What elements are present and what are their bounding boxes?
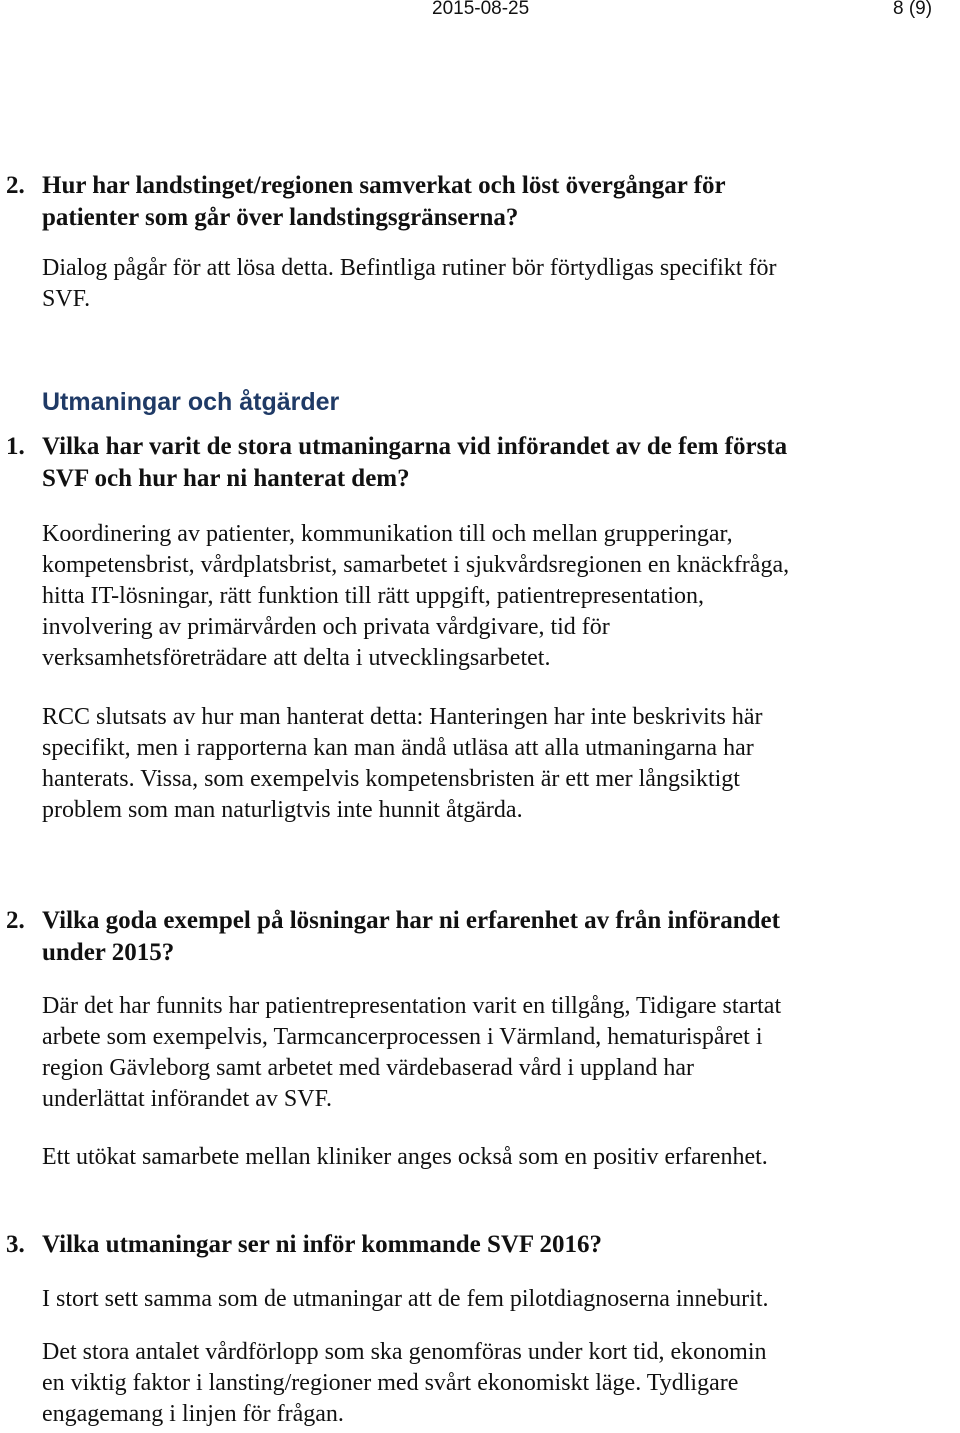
answer-line: underlättat införandet av SVF.: [42, 1086, 333, 1112]
header-date: 2015-08-25: [432, 0, 530, 19]
question-line: under 2015?: [42, 939, 175, 966]
question-number: 1.: [6, 433, 25, 460]
answer-q3-paragraph-1: [42, 1284, 769, 1315]
question-line: Vilka goda exempel på lösningar har ni erfarenhet av från införandet: [42, 907, 780, 934]
header-page-number: 8 (9): [893, 0, 933, 19]
answer-line: SVF.: [42, 286, 91, 312]
answer-q1-paragraph-2: [42, 702, 762, 826]
question-line: Vilka har varit de stora utmaningarna vid införandet av de fem första: [42, 433, 788, 460]
question-line: Hur har landstinget/regionen samverkat och löst övergångar för: [42, 172, 726, 199]
answer-line: Det stora antalet vårdförlopp som ska genomföras under kort tid, ekonomin: [42, 1339, 767, 1365]
answer-q1-paragraph-1: [42, 519, 789, 674]
answer-q2-paragraph-1: [42, 991, 781, 1115]
answer-line: en viktig faktor i lansting/regioner med svårt ekonomiskt läge. Tydligare: [42, 1370, 739, 1396]
section-heading: Utmaningar och åtgärder: [42, 388, 340, 416]
question-line: Vilka utmaningar ser ni inför kommande SVF 2016?: [42, 1231, 603, 1258]
question-line: patienter som går över landstingsgränserna?: [42, 204, 519, 231]
answer-line: hitta IT-lösningar, rätt funktion till rätt uppgift, patientrepresentation,: [42, 583, 704, 609]
answer-line: arbete som exempelvis, Tarmcancerprocessen i Värmland, hematurispåret i: [42, 1024, 763, 1050]
answer-line: kompetensbrist, vårdplatsbrist, samarbetet i sjukvårdsregionen en knäckfråga,: [42, 552, 790, 578]
answer-q3-paragraph-2: [42, 1337, 767, 1430]
answer-q2-top: [42, 253, 776, 315]
answer-q2-paragraph-2: [42, 1142, 768, 1173]
answer-line: Där det har funnits har patientrepresentation varit en tillgång, Tidigare startat: [42, 993, 782, 1019]
answer-line: RCC slutsats av hur man hanterat detta: Hanteringen har inte beskrivits här: [42, 704, 763, 730]
answer-line: Ett utökat samarbete mellan kliniker anges också som en positiv erfarenhet.: [42, 1144, 768, 1170]
question-number: 2.: [6, 907, 25, 934]
answer-line: region Gävleborg samt arbetet med värdebaserad vård i uppland har: [42, 1055, 694, 1081]
answer-line: hanterats. Vissa, som exempelvis kompetensbristen är ett mer långsiktigt: [42, 766, 740, 792]
answer-line: verksamhetsföreträdare att delta i utvecklingsarbetet.: [42, 645, 551, 671]
answer-line: engagemang i linjen för frågan.: [42, 1401, 344, 1427]
question-line: SVF och hur har ni hanterat dem?: [42, 465, 410, 492]
answer-line: I stort sett samma som de utmaningar att de fem pilotdiagnoserna inneburit.: [42, 1286, 769, 1312]
question-number: 3.: [6, 1231, 25, 1258]
answer-line: problem som man naturligtvis inte hunnit åtgärda.: [42, 797, 523, 823]
question-number: 2.: [6, 172, 25, 199]
answer-line: involvering av primärvården och privata vårdgivare, tid för: [42, 614, 610, 640]
answer-line: Dialog pågår för att lösa detta. Befintliga rutiner bör förtydligas specifikt för: [42, 255, 777, 281]
answer-line: Koordinering av patienter, kommunikation till och mellan grupperingar,: [42, 521, 733, 547]
answer-line: specifikt, men i rapporterna kan man ändå utläsa att alla utmaningarna har: [42, 735, 754, 761]
